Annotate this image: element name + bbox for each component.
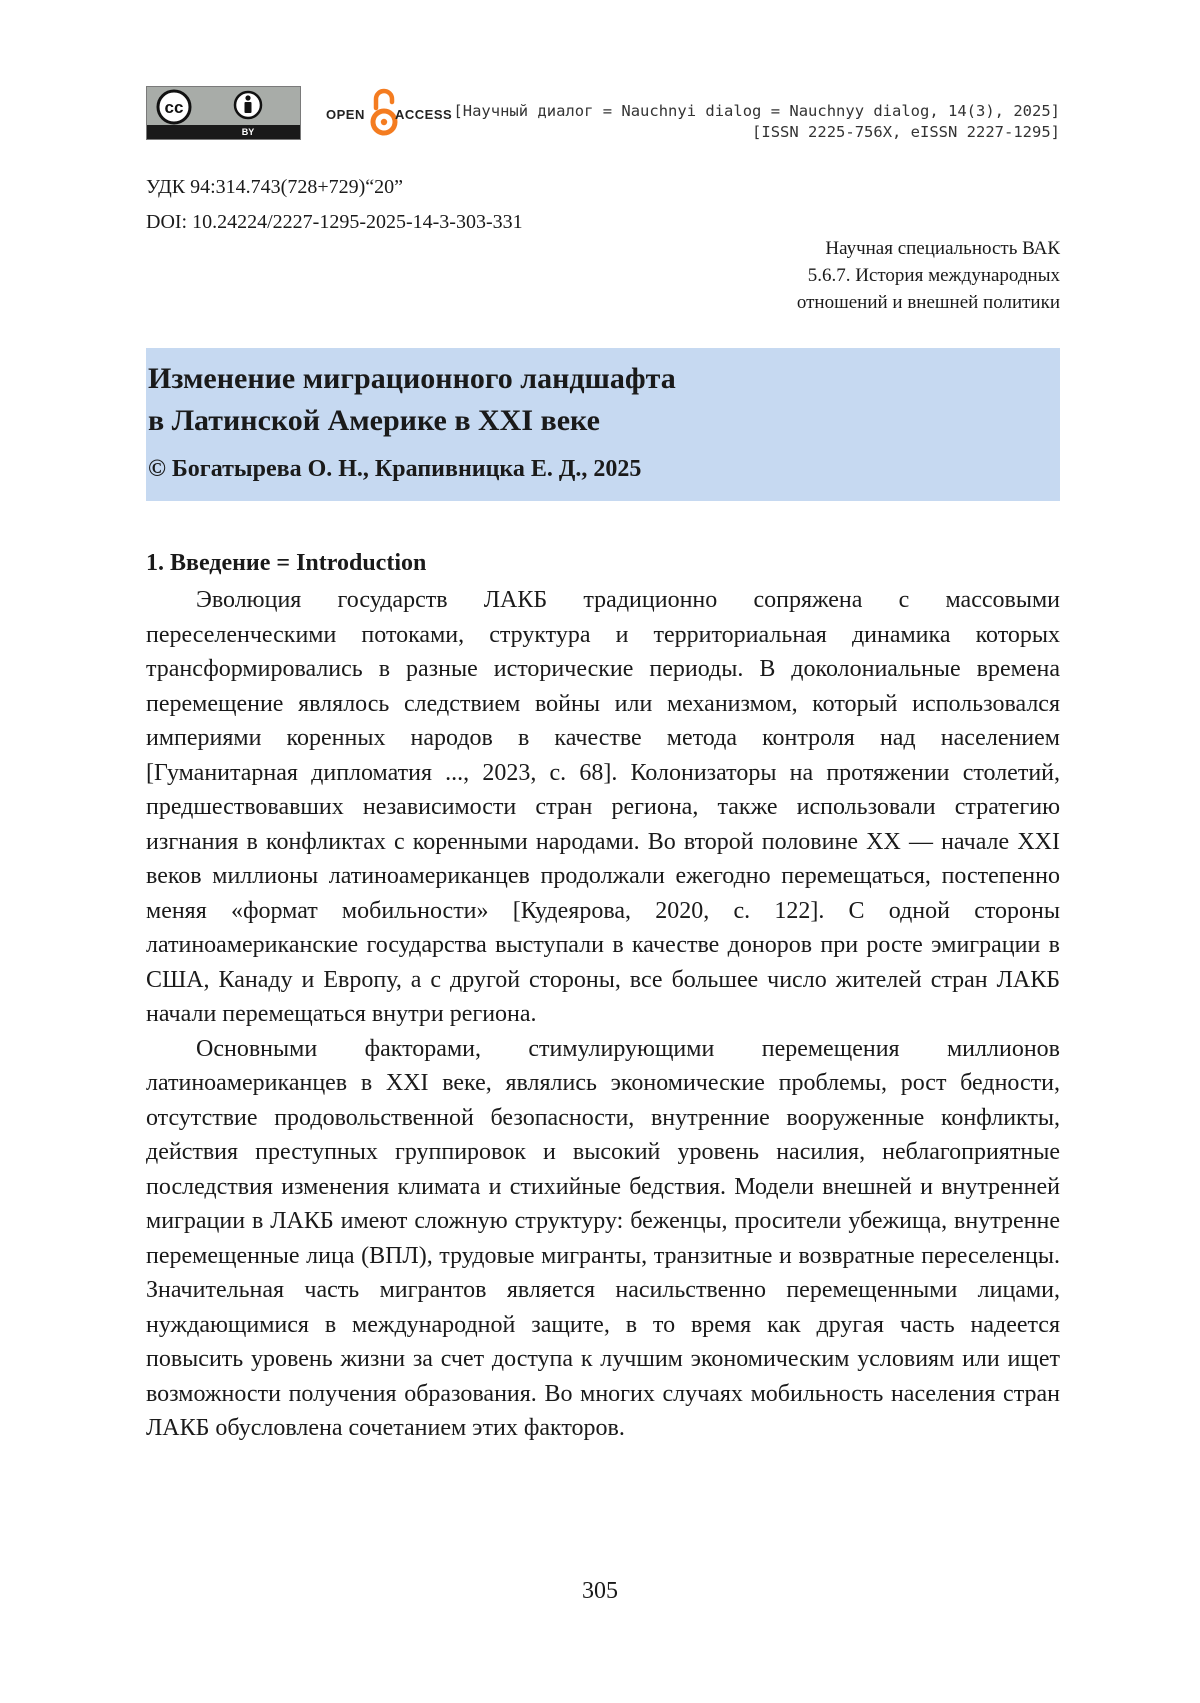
page-header [146,86,1060,142]
access-label: ACCESS [395,107,452,122]
paragraph: Эволюция государств ЛАКБ традиционно сопряжена с массовыми переселенческими потоками, структура и территориальная динамика которых трансформировались в разные исторические периоды. В доколониальные времена перемещение являлось следствием войны или механизмом, который использовался империями коренных народов в качестве метода контроля над населением [Гуманитарная дипломатия ..., 2023, с. 68]. Колонизаторы на протяжении столетий, предшествовавших независимости стран региона, также использовали стратегию изгнания в конфликтах с коренными народами. Во второй половине XX — начале XXI веков миллионы латиноамериканцев продолжали ежегодно перемещаться, постепенно меняя «формат мобильности» [Кудеярова, 2020, с. 122]. С одной стороны латиноамериканские государства выступали в качестве доноров при росте эмиграции в США, Канаду и Европу, а с другой стороны, все большее число жителей стран ЛАКБ начали перемещаться внутри региона. [146,583,1060,1032]
creative-commons-icon [147,87,302,127]
svg-text:cc: cc [165,98,184,117]
specialty-line-3: отношений и внешней политики [797,289,1060,316]
article-title-line-2: в Латинской Америке в XXI веке [148,400,1060,442]
vak-specialty [797,235,1060,316]
article-authors: © Богатырева О. Н., Крапивницка Е. Д., 2025 [148,454,1060,484]
paragraph: Основными факторами, стимулирующими перемещения миллионов латиноамериканцев в XXI веке, являлись экономические проблемы, рост бедности, отсутствие продовольственной безопасности, внутренние вооруженные конфликты, действия преступных группировок и высокий уровень насилия, неблагоприятные последствия изменения климата и стихийные бедствия. Модели внешней и внутренней миграции в ЛАКБ имеют сложную структуру: беженцы, просители убежища, внутренне перемещенные лица (ВПЛ), трудовые мигранты, транзитные и возвратные переселенцы. Значительная часть мигрантов является насильственно перемещенными лицами, нуждающимися в международной защите, в то время как другая часть надеется повысить уровень жизни за счет доступа к лучшим экономическим условиям или ищет возможности получения образования. Во многих случаях мобильность населения стран ЛАКБ обусловлена сочетанием этих факторов. [146,1032,1060,1446]
article-title-line-1: Изменение миграционного ландшафта [148,358,1060,400]
license-band [147,125,300,139]
open-access-lock-icon [370,86,398,140]
document-page [0,0,1200,1703]
cc-by-license-badge[interactable] [146,86,301,140]
doi[interactable]: DOI: 10.24224/2227-1295-2025-14-3-303-331 [146,205,523,240]
article-meta [146,170,523,240]
section-heading: 1. Введение = Introduction [146,546,426,580]
specialty-line-1: Научная специальность ВАК [797,235,1060,262]
open-label: OPEN [326,107,365,122]
specialty-line-2: 5.6.7. История международных [797,262,1060,289]
title-box [146,348,1060,501]
journal-issn: [ISSN 2225-756X, eISSN 2227-1295] [453,122,1060,143]
open-access-logo [319,86,469,140]
journal-reference [453,101,1060,143]
page-number: 305 [0,1578,1200,1605]
udc-code: УДК 94:314.743(728+729)“20” [146,170,523,205]
journal-citation: [Научный диалог = Nauchnyi dialog = Nauchnyy dialog, 14(3), 2025] [453,101,1060,122]
cc-by-label: BY [233,126,263,138]
body-text [146,583,1060,1446]
